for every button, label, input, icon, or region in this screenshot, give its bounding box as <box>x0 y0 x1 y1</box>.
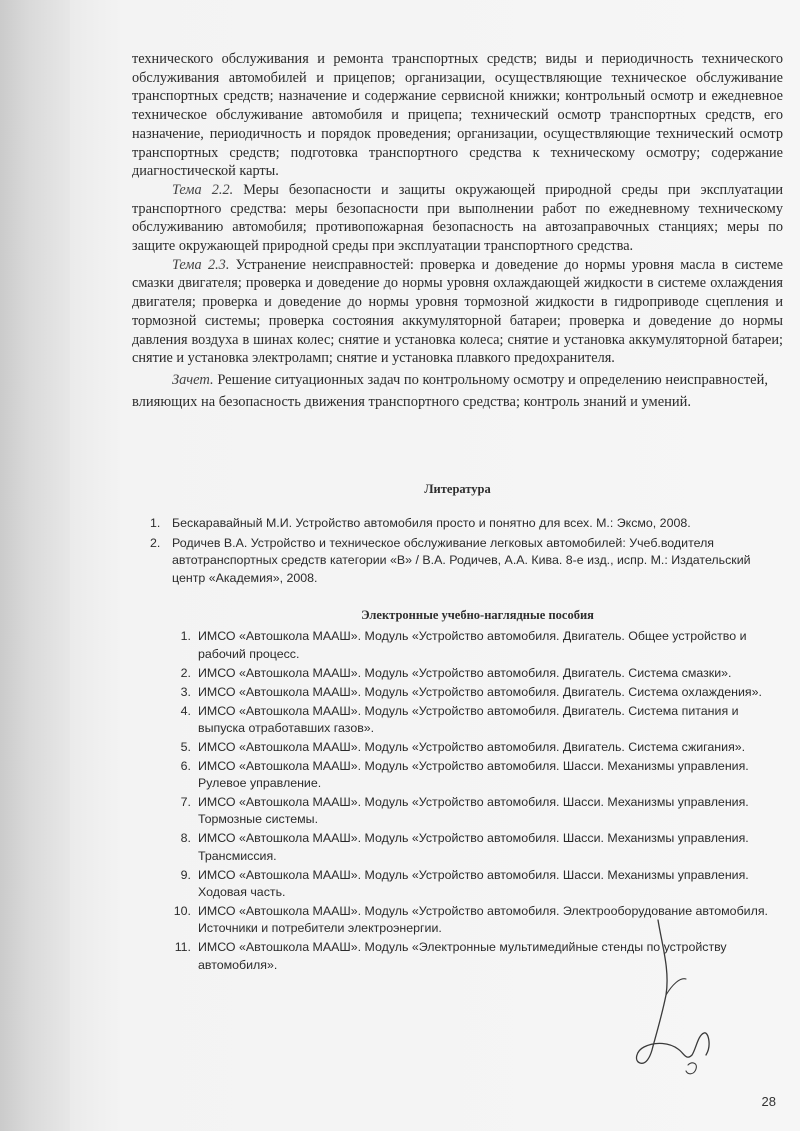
topic-2-2-label: Тема 2.2. <box>172 181 234 198</box>
item-number: 9. <box>180 867 191 882</box>
topic-2-3-text: Устранение неисправностей: проверка и доведение до нормы уровня масла в системе смазки двигателя; проверка и доведение до нормы уровня охлаждающей жидкости в системе охлаждения двигателя; проверка и доведение до нормы уровня тормозной жидкости в гидроприводе сцепления и тормозной системы; проверка состояния аккумуляторной батареи; проверка и доведение до нормы давления воздуха в шинах колес; снятие и установка колеса; снятие и установка аккумуляторной батареи; снятие и установка электроламп; снятие и установка плавкого предохранителя. <box>132 256 783 367</box>
item-number: 1. <box>180 629 191 644</box>
item-number: 6. <box>180 758 191 773</box>
literature-item <box>130 535 785 588</box>
item-number: 10. <box>173 903 191 918</box>
edu-aid-item <box>130 794 785 829</box>
edu-aid-item <box>130 684 785 701</box>
item-text: ИМСО «Автошкола МААШ». Модуль «Устройство автомобиля. Шасси. Механизмы управления. Тормозные системы. <box>198 795 749 827</box>
item-number: 3. <box>180 684 191 699</box>
item-text: Родичев В.А. Устройство и техническое обслуживание легковых автомобилей: Учеб.водителя автотранспортных средств категории «В» / В.А. Родичев, А.А. Кива. 8-е изд., испр. М.: Издательский центр «Академия», 2008. <box>172 535 751 585</box>
item-text: ИМСО «Автошкола МААШ». Модуль «Устройство автомобиля. Шасси. Механизмы управления. Трансмиссия. <box>198 831 749 863</box>
edu-aids-heading: Электронные учебно-наглядные пособия <box>361 608 594 623</box>
edu-aid-item <box>130 665 785 682</box>
item-number: 8. <box>180 831 191 846</box>
item-text: ИМСО «Автошкола МААШ». Модуль «Устройство автомобиля. Двигатель. Общее устройство и рабочий процесс. <box>198 629 747 661</box>
item-number: 4. <box>180 703 191 718</box>
edu-aid-item <box>130 628 785 663</box>
page-number: 28 <box>761 1094 776 1109</box>
topic-2-2-text: Меры безопасности и защиты окружающей природной среды при эксплуатации транспортного средства: меры безопасности при выполнении работ по ежедневному техническому обслуживанию автомобиля; противопожарная безопасность на автозаправочных станциях; меры по защите окружающей природной среды при эксплуатации транспортного средства. <box>132 181 783 255</box>
topic-2-3-paragraph <box>132 256 783 368</box>
item-text: ИМСО «Автошкола МААШ». Модуль «Устройство автомобиля. Электрооборудование автомобиля. Источники и потребители электроэнергии. <box>198 903 768 936</box>
item-text: ИМСО «Автошкола МААШ». Модуль «Устройство автомобиля. Двигатель. Система сжигания». <box>198 739 746 754</box>
body-text <box>132 50 783 413</box>
edu-aid-item <box>130 830 785 865</box>
literature-item <box>130 515 785 533</box>
intro-paragraph: технического обслуживания и ремонта транспортных средств; виды и периодичность технического обслуживания автомобилей и прицепов; организации, осуществляющие техническое обслуживание транспортных средств; назначение и содержание сервисной книжки; контрольный осмотр и ежедневное техническое обслуживание автомобиля и прицепа; технический осмотр транспортных средств, его назначение, периодичность и порядок проведения; организации, осуществляющие технический осмотр транспортных средств; подготовка транспортного средства к техническому осмотру; содержание диагностической карты. <box>132 51 783 180</box>
edu-aid-item <box>130 758 785 793</box>
zachet-text: Решение ситуационных задач по контрольному осмотру и определению неисправностей, влияющих на безопасность движения транспортного средства; контроль знаний и умений. <box>132 371 768 410</box>
edu-aid-item <box>130 867 785 902</box>
scan-binding-shadow <box>0 0 70 1131</box>
item-number: 11. <box>174 940 191 955</box>
item-number: 7. <box>180 795 191 810</box>
item-text: ИМСО «Автошкола МААШ». Модуль «Электронные мультимедийные стенды по устройству автомобиля». <box>198 940 727 972</box>
zachet-paragraph <box>132 369 783 413</box>
item-text: ИМСО «Автошкола МААШ». Модуль «Устройство автомобиля. Двигатель. Система питания и выпуска отработавших газов». <box>198 703 739 735</box>
edu-aid-item <box>130 703 785 738</box>
topic-2-3-label: Тема 2.3. <box>172 256 230 273</box>
item-number: 5. <box>180 739 191 754</box>
topic-2-2-paragraph <box>132 181 783 256</box>
item-text: ИМСО «Автошкола МААШ». Модуль «Устройство автомобиля. Шасси. Механизмы управления. Ходовая часть. <box>198 867 749 900</box>
item-text: ИМСО «Автошкола МААШ». Модуль «Устройство автомобиля. Двигатель. Система охлаждения». <box>198 684 762 699</box>
item-text: Бескаравайный М.И. Устройство автомобиля просто и понятно для всех. М.: Эксмо, 2008. <box>172 516 691 530</box>
edu-aid-item <box>130 739 785 756</box>
literature-list <box>130 515 785 587</box>
handwritten-signature <box>600 915 730 1090</box>
item-number: 1. <box>150 516 161 530</box>
item-number: 2. <box>180 665 191 680</box>
item-number: 2. <box>150 535 161 550</box>
references-section <box>130 482 785 976</box>
zachet-label: Зачет. <box>172 371 214 388</box>
literature-heading: Литература <box>424 482 491 496</box>
item-text: ИМСО «Автошкола МААШ». Модуль «Устройство автомобиля. Шасси. Механизмы управления. Рулевое управление. <box>198 758 749 791</box>
item-text: ИМСО «Автошкола МААШ». Модуль «Устройство автомобиля. Двигатель. Система смазки». <box>198 665 732 680</box>
